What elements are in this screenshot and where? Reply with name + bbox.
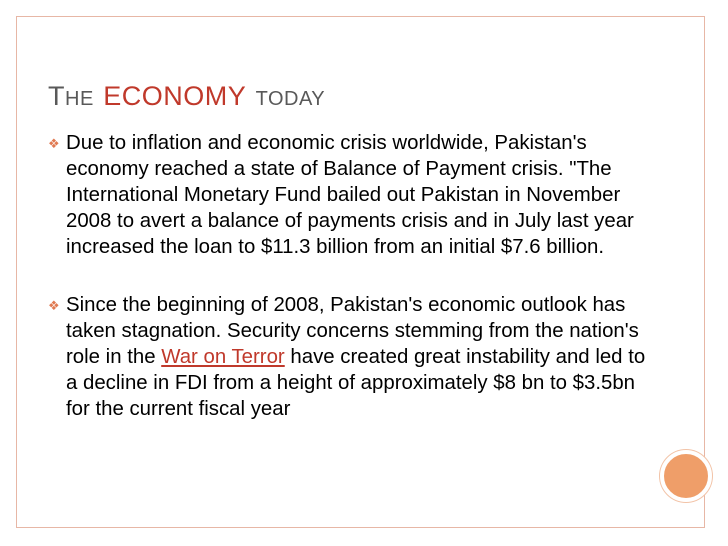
title-highlight: ECONOMY (103, 81, 247, 111)
bullet-item (48, 292, 648, 422)
bullet-text-after-link: have created great instability and led to a decline in FDI from a height of approximately $8 bn to $3.5bn for the current fiscal year (66, 346, 646, 420)
bullet-text (66, 292, 648, 422)
bullet-text: Due to inflation and economic crisis worldwide, Pakistan's economy reached a state of Balance of Payment crisis. "The International Monetary Fund bailed out Pakistan in November 2008 to avert a balance of payments crisis and in July last year increased the loan to $11.3 billion from an initial $7.6 billion. (66, 132, 634, 258)
diamond-bullet-icon: ❖ (48, 298, 60, 313)
decorative-circle-icon (660, 450, 712, 502)
bullet-list (48, 130, 648, 422)
title-first-word-rest: HE (65, 88, 94, 110)
diamond-bullet-icon: ❖ (48, 136, 60, 151)
title-last-word: TODAY (255, 88, 326, 110)
bullet-text-before-link: Since the beginning of 2008, Pakistan's economic outlook has taken stagnation. Security concerns stemming from the nation's role in the (66, 294, 639, 368)
war-on-terror-link[interactable]: War on Terror (161, 346, 285, 368)
title-first-letter: T (48, 81, 65, 111)
bullet-item (48, 130, 648, 260)
slide-title (48, 78, 325, 115)
